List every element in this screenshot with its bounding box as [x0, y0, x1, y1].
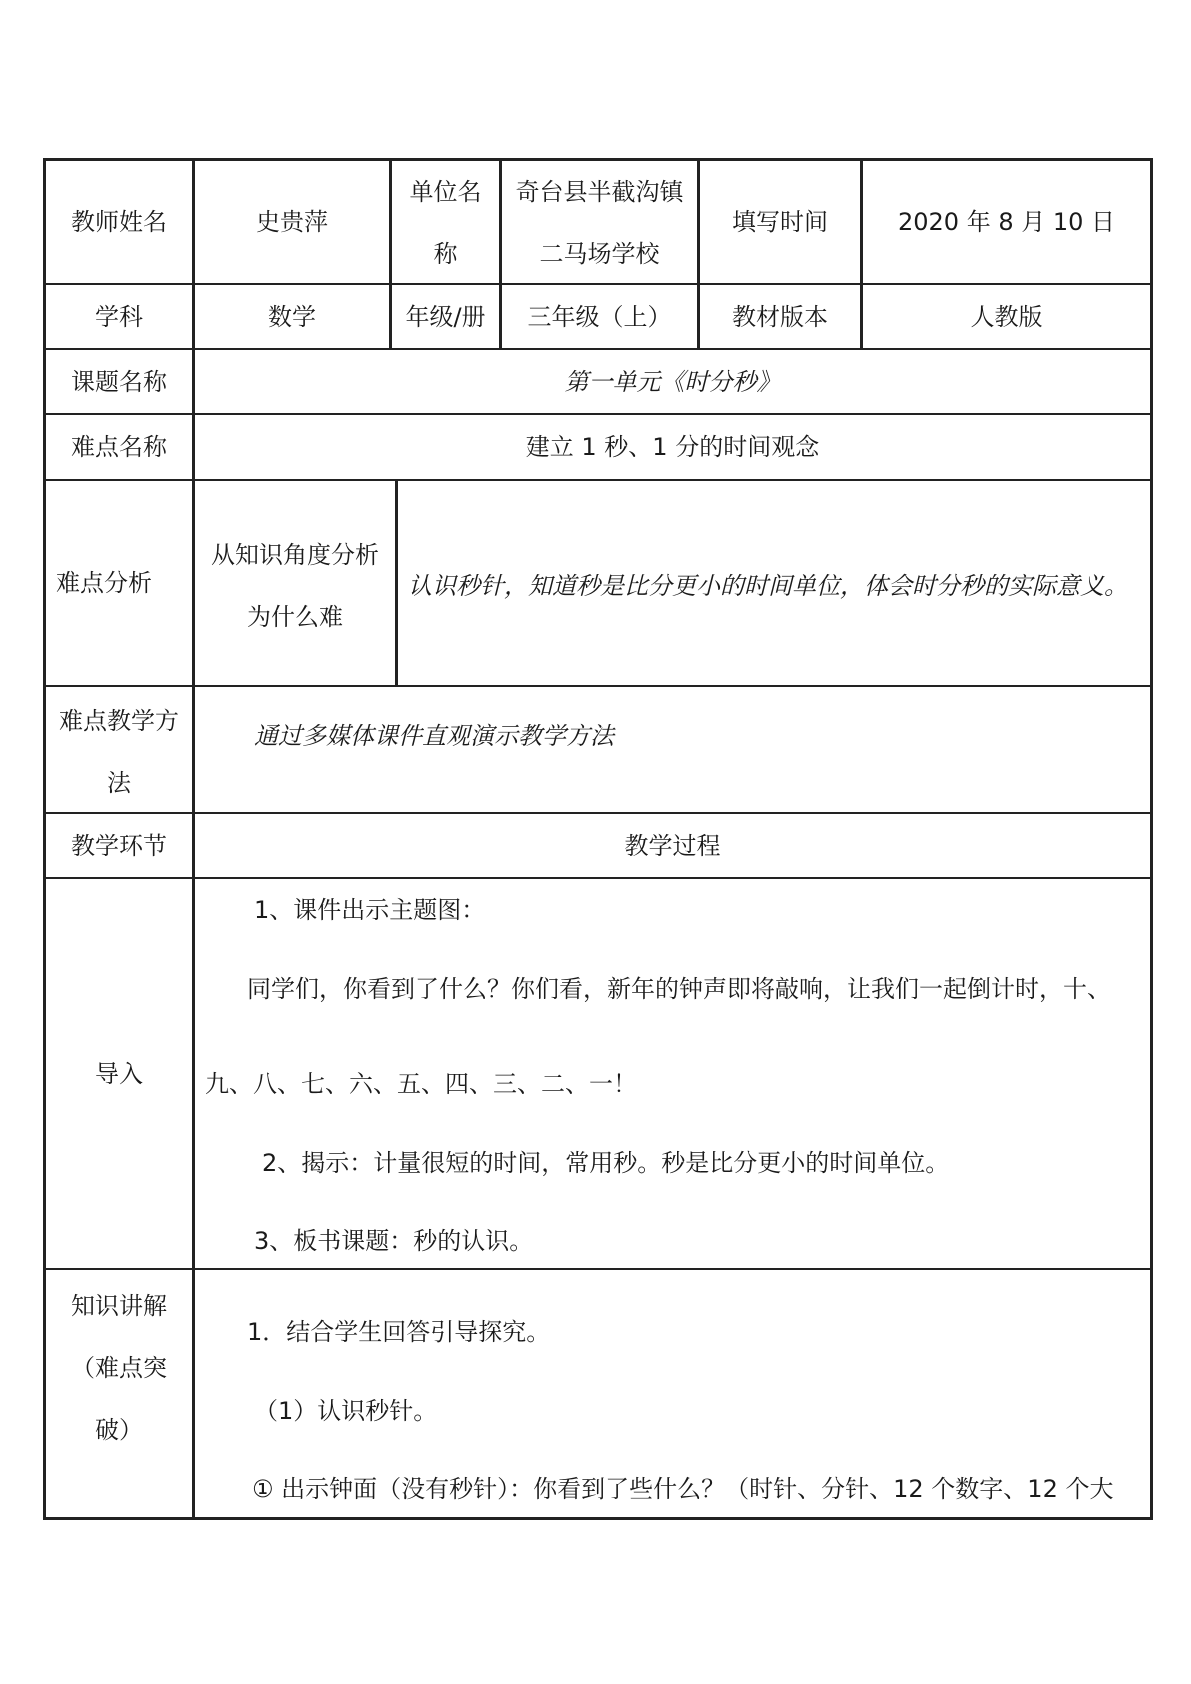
knowledge-line: 1．结合学生回答引导探究。 [247, 1318, 551, 1346]
analysis-sub-label: 为什么难 [247, 603, 343, 631]
method-value: 通过多媒体课件直观演示教学方法 [254, 722, 614, 750]
unit-label: 单位名 [409, 178, 482, 206]
intro-line: 九、八、七、六、五、四、三、二、一！ [205, 1070, 637, 1098]
table-border [43, 1268, 1153, 1270]
process-label: 教学过程 [624, 831, 721, 860]
difficulty-value: 建立 1 秒、1 分的时间观念 [525, 433, 820, 461]
intro-line: 2、揭示：计量很短的时间，常用秒。秒是比分更小的时间单位。 [262, 1149, 950, 1177]
intro-line: 同学们，你看到了什么？你们看，新年的钟声即将敲响，让我们一起倒计时，十、 [247, 975, 1111, 1003]
table-border [43, 877, 1153, 879]
table-border [43, 479, 1153, 481]
subject-label: 学科 [95, 302, 143, 331]
unit-name: 二马场学校 [539, 240, 660, 268]
analysis-sub-label: 从知识角度分析 [211, 541, 379, 569]
table-border [1150, 158, 1153, 1520]
analysis-label: 难点分析 [56, 569, 152, 597]
knowledge-label: （难点突 [71, 1354, 167, 1382]
table-border [43, 1517, 1153, 1520]
fill-time-value: 2020 年 8 月 10 日 [897, 208, 1116, 236]
teacher-label: 教师姓名 [71, 208, 167, 236]
topic-label: 课题名称 [71, 367, 167, 396]
method-label: 难点教学方 [59, 707, 179, 735]
table-border [43, 685, 1153, 687]
table-border [395, 479, 398, 685]
knowledge-line: （1）认识秒针。 [254, 1397, 438, 1425]
unit-label: 称 [433, 240, 458, 268]
topic-value: 第一单元《时分秒》 [564, 367, 781, 396]
knowledge-label: 破） [95, 1416, 143, 1444]
knowledge-label: 知识讲解 [71, 1292, 167, 1320]
difficulty-label: 难点名称 [71, 433, 167, 461]
stage-label: 教学环节 [71, 831, 167, 860]
grade-label: 年级/册 [405, 302, 486, 331]
textbook-value: 人教版 [970, 302, 1043, 331]
unit-name: 奇台县半截沟镇 [515, 178, 684, 206]
knowledge-line: ① 出示钟面（没有秒针）：你看到了些什么？（时针、分针、12 个数字、12 个大 [252, 1475, 1114, 1503]
analysis-value: 认识秒针，知道秒是比分更小的时间单位，体会时分秒的实际意义。 [408, 572, 1128, 600]
textbook-label: 教材版本 [732, 302, 828, 331]
method-label: 法 [107, 769, 131, 797]
subject-value: 数学 [268, 302, 316, 331]
fill-time-label: 填写时间 [732, 208, 828, 236]
teacher-name: 史贵萍 [256, 208, 328, 236]
intro-line: 1、课件出示主题图： [254, 896, 486, 924]
intro-line: 3、板书课题：秒的认识。 [254, 1227, 534, 1255]
intro-label: 导入 [95, 1059, 143, 1088]
grade-value: 三年级（上） [527, 302, 672, 331]
